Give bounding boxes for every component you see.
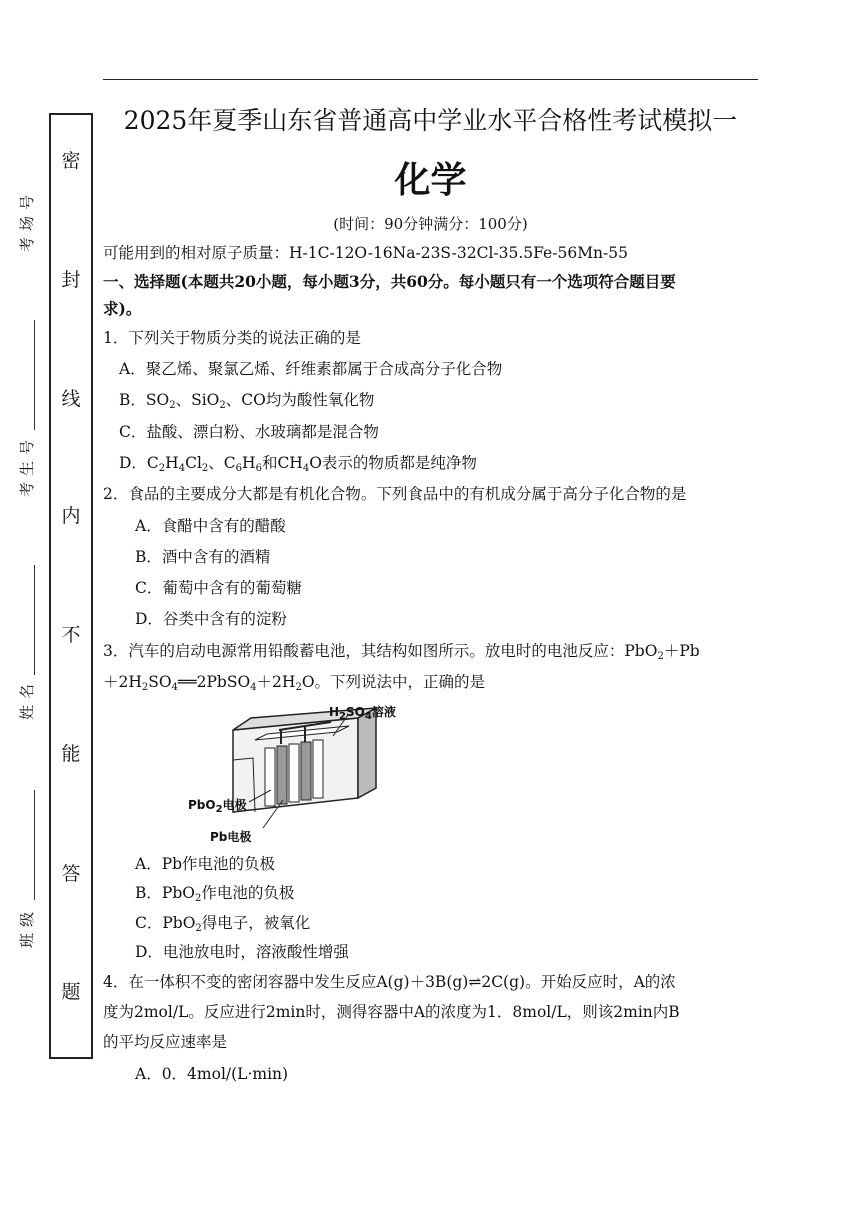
q3-stem-line1: 3．汽车的启动电源常用铅酸蓄电池，其结构如图所示。放电时的电池反应：PbO$_2$＋Pb [103,642,700,662]
q2-stem: 2．食品的主要成分大都是有机化合物。下列食品中的有机成分属于高分子化合物的是 [103,485,687,503]
q3-option-b: B．PbO$_2$作电池的负极 [135,884,295,904]
top-rule [103,79,758,80]
q3-option-d: D．电池放电时，溶液酸性增强 [135,943,349,961]
exam-title: 2025年夏季山东省普通高中学业水平合格性考试模拟一 [123,106,738,135]
seal-char: 答 [61,863,81,885]
q3-option-a: A．Pb作电池的负极 [135,855,276,873]
student-id-label: 考生号 [18,433,36,497]
exam-room-line[interactable] [34,320,35,430]
seal-char: 能 [61,743,81,765]
section-heading-cont: 求)。 [103,299,142,318]
pbo2-electrode-label: PbO$_2$电极 [188,798,247,815]
subject-title: 化学 [394,160,467,201]
pb-electrode-label: Pb电极 [210,830,252,844]
seal-char: 封 [61,269,81,291]
q3-stem-line2: $+2H_2SO_4══2PbSO_4+2H_2O$。下列说法中，正确的是 [103,673,486,693]
seal-char: 密 [61,150,81,172]
solution-label: $H_2SO_4$溶液 [329,705,396,722]
q2-option-c: C．葡萄中含有的葡萄糖 [135,579,302,597]
seal-char: 题 [61,981,81,1003]
q1-option-d: D．$C_2H_4Cl_2$、$C_6H_6$和$CH_4O$表示的物质都是纯净物 [119,454,477,474]
atomic-masses: 可能用到的相对原子质量：H-1C-12O-16Na-23S-32Cl-35.5Fe-56Mn-55 [103,244,629,262]
seal-char: 内 [61,505,81,527]
exam-room-label: 考场号 [18,188,36,252]
q4-stem-line1: 4．在一体积不变的密闭容器中发生反应A(g)＋3B(g)⇌2C(g)。开始反应时，A的浓 [103,973,676,991]
seal-strip [49,113,93,1059]
q1-option-a: A．聚乙烯、聚氯乙烯、纤维素都属于合成高分子化合物 [119,360,503,378]
q1-option-c: C．盐酸、漂白粉、水玻璃都是混合物 [119,423,379,441]
q2-option-b: B．酒中含有的酒精 [135,548,271,566]
seal-char: 不 [61,624,81,646]
q4-stem-line2: 度为2mol/L。反应进行2min时，测得容器中A的浓度为1．8mol/L，则该2min内B [103,1003,680,1021]
q4-option-a: A．0．4mol/(L·min) [135,1065,289,1083]
time-info: (时间：90分钟满分：100分) [333,215,528,233]
seal-char: 线 [61,388,81,410]
student-id-line[interactable] [34,565,35,675]
name-label: 姓名 [18,677,36,720]
class-label: 班级 [18,905,36,948]
q3-option-c: C．PbO$_2$得电子，被氧化 [135,914,311,934]
lead-acid-battery-figure [183,700,408,850]
section-heading: 一、选择题(本题共20小题，每小题3分，共60分。每小题只有一个选项符合题目要 [103,272,676,291]
q2-option-d: D．谷类中含有的淀粉 [135,610,287,628]
q2-option-a: A．食醋中含有的醋酸 [135,517,286,535]
q4-stem-line3: 的平均反应速率是 [103,1033,228,1051]
q1-stem: 1．下列关于物质分类的说法正确的是 [103,329,361,347]
name-line[interactable] [34,790,35,900]
q1-option-b: B．$SO_2$、SiO$_2$、CO均为酸性氧化物 [119,391,375,411]
